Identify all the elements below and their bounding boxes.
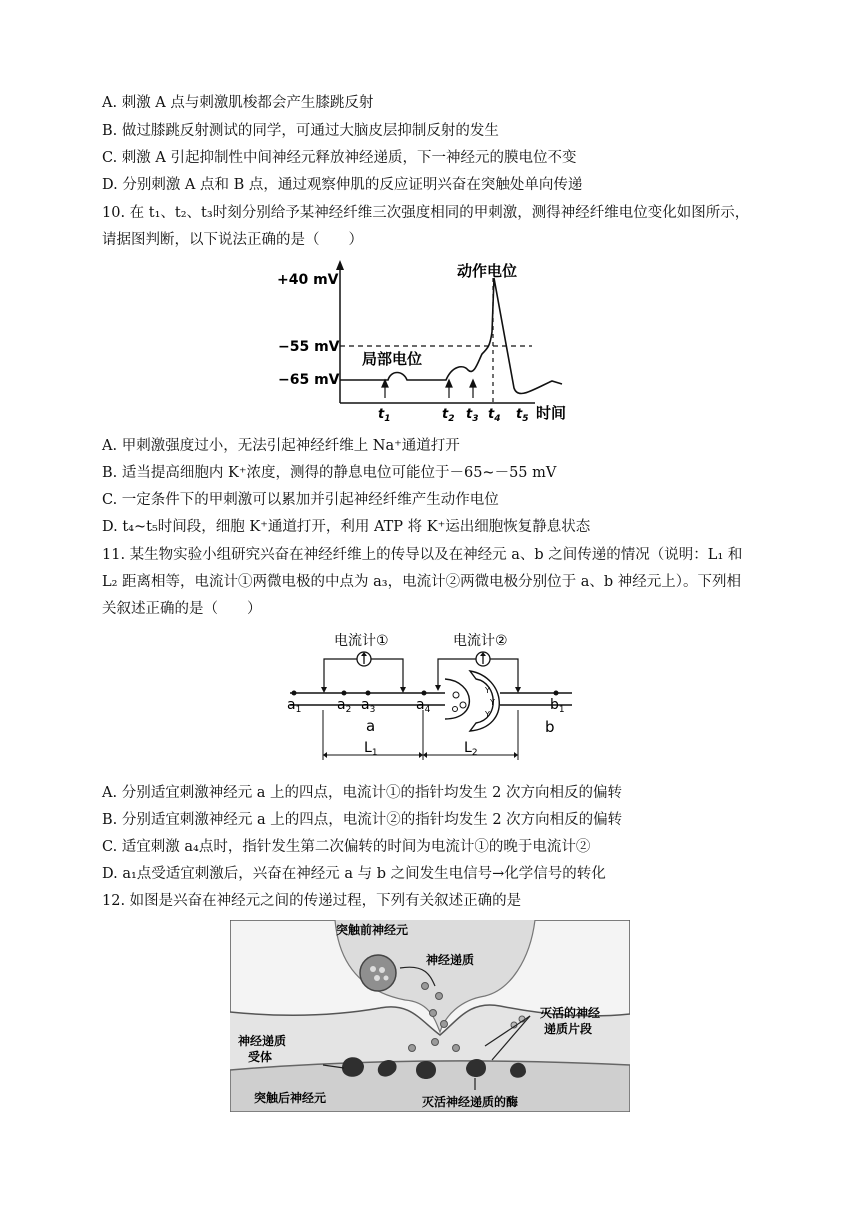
q10-stem-line1: 10. 在 t₁、t₂、t₃时刻分别给予某神经纤维三次强度相同的甲刺激，测得神经纤维电位变化如图所示，: [102, 205, 750, 221]
q11-stem-line2: L₂ 距离相等，电流计①两微电极的中点为 a₃，电流计②两微电极分别位于 a、b 神经元上）。下列相: [102, 574, 742, 590]
q9-option-a: A. 刺激 A 点与刺激肌梭都会产生膝跳反射: [102, 95, 374, 111]
q10-option-d: D. t₄~t₅时间段，细胞 K⁺通道打开，利用 ATP 将 K⁺运出细胞恢复静息状态: [102, 519, 591, 535]
q9-option-b: B. 做过膝跳反射测试的同学，可通过大脑皮层抑制反射的发生: [102, 123, 499, 139]
q11-stem-line3: 关叙述正确的是（ ）: [102, 601, 262, 617]
local-potential-label: 局部电位: [362, 350, 423, 368]
y-label-minus55: −55 mV: [278, 339, 340, 355]
receptor-label-2: 受体: [248, 1050, 273, 1064]
neuron-b-label: b: [545, 718, 555, 736]
x-tick-t5: $t_5$: [516, 407, 529, 423]
svg-text:Y: Y: [485, 686, 490, 695]
inactivated-label-2: 递质片段: [544, 1022, 593, 1036]
q11-option-d: D. a₁点受适宜刺激后，兴奋在神经元 a 与 b 之间发生电信号→化学信号的转化: [102, 866, 606, 882]
q10-option-b: B. 适当提高细胞内 K⁺浓度，测得的静息电位可能位于－65~－55 mV: [102, 465, 557, 481]
presynaptic-label: 突触前神经元: [336, 923, 409, 937]
x-tick-t4: $t_4$: [488, 407, 501, 423]
point-a1: $a_1$: [287, 697, 302, 715]
q10-option-c: C. 一定条件下的甲刺激可以累加并引起神经纤维产生动作电位: [102, 492, 499, 508]
x-tick-t1: $t_1$: [378, 407, 391, 423]
svg-text:Y: Y: [490, 698, 495, 707]
q9-option-c: C. 刺激 A 引起抑制性中间神经元释放神经递质，下一神经元的膜电位不变: [102, 150, 577, 166]
galvanometer-figure: [280, 625, 580, 770]
q12-stem: 12. 如图是兴奋在神经元之间的传递过程，下列有关叙述正确的是: [102, 893, 522, 909]
q10-option-a: A. 甲刺激强度过小，无法引起神经纤维上 Na⁺通道打开: [102, 438, 460, 454]
q11-option-a: A. 分别适宜刺激神经元 a 上的四点，电流计①的指针均发生 2 次方向相反的偏转: [102, 785, 622, 801]
q9-option-d: D. 分别刺激 A 点和 B 点，通过观察伸肌的反应证明兴奋在突触处单向传递: [102, 177, 583, 193]
q11-stem-line1: 11. 某生物实验小组研究兴奋在神经纤维上的传导以及在神经元 a、b 之间传递的情况（说明：L₁ 和: [102, 547, 743, 563]
receptor-label-1: 神经递质: [238, 1034, 287, 1048]
point-a4: $a_4$: [416, 697, 431, 715]
q10-stem-line2: 请据图判断，以下说法正确的是（ ）: [102, 232, 363, 248]
l1-label: $L_1$: [364, 740, 378, 758]
transmitter-label: 神经递质: [426, 953, 475, 967]
inactivated-label-1: 灭活的神经: [540, 1006, 601, 1020]
y-label-minus65: −65 mV: [278, 372, 340, 388]
membrane-potential-trace: [340, 278, 562, 394]
meter1-label: 电流计①: [334, 633, 389, 649]
neuron-a-label: a: [366, 717, 376, 735]
y-label-plus40: +40 mV: [277, 272, 339, 288]
meter2-label: 电流计②: [453, 633, 508, 649]
action-potential-figure: [270, 258, 590, 423]
svg-text:Y: Y: [485, 710, 490, 719]
x-tick-t3: $t_3$: [466, 407, 479, 423]
action-potential-label: 动作电位: [457, 262, 518, 280]
x-tick-t2: $t_2$: [442, 407, 455, 423]
q11-option-c: C. 适宜刺激 a₄点时，指针发生第二次偏转的时间为电流计①的晚于电流计②: [102, 839, 591, 855]
point-a2: $a_2$: [337, 697, 352, 715]
point-b1: $b_1$: [550, 697, 565, 715]
enzyme-label: 灭活神经递质的酶: [422, 1095, 519, 1109]
q11-option-b: B. 分别适宜刺激神经元 a 上的四点，电流计②的指针均发生 2 次方向相反的偏转: [102, 812, 623, 828]
postsynaptic-label: 突触后神经元: [254, 1091, 327, 1105]
x-axis-label: 时间: [536, 404, 567, 422]
l2-label: $L_2$: [464, 740, 478, 758]
point-a3: $a_3$: [361, 697, 376, 715]
synapse-figure: [230, 920, 630, 1112]
